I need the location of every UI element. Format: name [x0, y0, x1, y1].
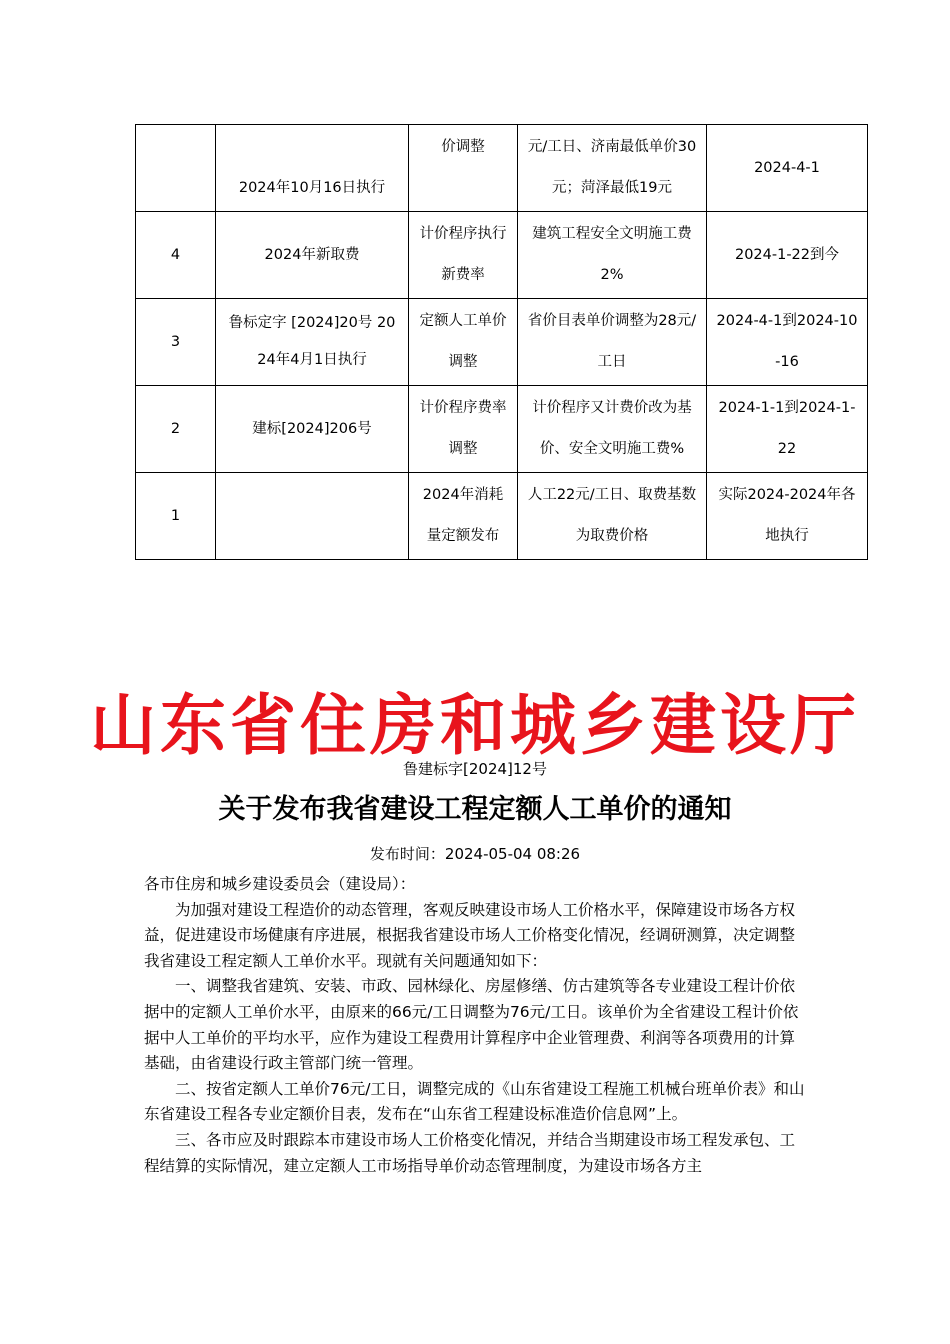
publish-time: 发布时间：2024-05-04 08:26: [369, 845, 581, 863]
table-row: [136, 125, 868, 212]
body-paragraph: 一、调整我省建筑、安装、市政、园林绿化、房屋修缮、仿古建筑等各专业建设工程计价依据中的定额人工单价水平，由原来的66元/工日调整为76元/工日。该单价为全省建设工程计价依据中人工单价的平均水平，应作为建设工程费用计算程序中企业管理费、利润等各项费用的计算基础，由省建设行政主管部门统一管理。: [144, 977, 799, 1073]
body-paragraph: 为加强对建设工程造价的动态管理，客观反映建设市场人工价格水平，保障建设市场各方权益，促进建设市场健康有序进展，根据我省建设市场人工价格变化情况，经调研测算，决定调整我省建设工程定额人工单价水平。现就有关问题通知如下：: [144, 900, 796, 970]
body-paragraph: 二、按省定额人工单价76元/工日，调整完成的《山东省建设工程施工机械台班单价表》和山东省建设工程各专业定额价目表，发布在“山东省工程建设标准造价信息网”上。: [144, 1079, 805, 1124]
period-cell: 2024-4-1到2024-10-16: [707, 299, 868, 386]
adjustment-type-cell: 定额人工单价调整: [409, 299, 518, 386]
row-number: [136, 125, 216, 212]
document-number: 鲁建标字[2024]12号: [403, 760, 547, 778]
row-number: 4: [136, 212, 216, 299]
salutation: 各市住房和城乡建设委员会（建设局）：: [144, 875, 416, 893]
ministry-letterhead: 山东省住房和城乡建设厅: [90, 686, 860, 764]
adjustment-type-cell: 计价程序执行新费率: [409, 212, 518, 299]
document-cell: 鲁标定字 [2024]20号 2024年4月1日执行: [216, 299, 409, 386]
rate-history-table: [135, 124, 868, 560]
adjustment-type-cell: 2024年消耗量定额发布: [409, 473, 518, 560]
row-number: 1: [136, 473, 216, 560]
content-cell: 省价目表单价调整为28元/工日: [518, 299, 707, 386]
body-paragraph: 三、各市应及时跟踪本市建设市场人工价格变化情况，并结合当期建设市场工程发承包、工程结算的实际情况，建立定额人工市场指导单价动态管理制度，为建设市场各方主: [144, 1130, 796, 1175]
content-cell: 计价程序又计费价改为基价、安全文明施工费%: [518, 386, 707, 473]
row-number: 2: [136, 386, 216, 473]
adjustment-type-cell: 价调整: [409, 125, 518, 212]
row-number: 3: [136, 299, 216, 386]
notice-title: 关于发布我省建设工程定额人工单价的通知: [218, 794, 732, 825]
period-cell: 2024-1-22到今: [707, 212, 868, 299]
adjustment-type-cell: 计价程序费率调整: [409, 386, 518, 473]
document-cell: [216, 473, 409, 560]
content-cell: 元/工日、济南最低单价30元；菏泽最低19元: [518, 125, 707, 212]
table-row: [136, 299, 868, 386]
period-cell: 2024-4-1: [707, 125, 868, 212]
content-cell: 人工22元/工日、取费基数为取费价格: [518, 473, 707, 560]
period-cell: 2024-1-1到2024-1-22: [707, 386, 868, 473]
table-row: [136, 386, 868, 473]
table-row: [136, 212, 868, 299]
notice-body: [144, 872, 808, 1179]
content-cell: 建筑工程安全文明施工费2%: [518, 212, 707, 299]
document-cell: 建标[2024]206号: [216, 386, 409, 473]
document-cell: 2024年10月16日执行: [216, 125, 409, 212]
document-cell: 2024年新取费: [216, 212, 409, 299]
table-row: [136, 473, 868, 560]
period-cell: 实际2024-2024年各地执行: [707, 473, 868, 560]
